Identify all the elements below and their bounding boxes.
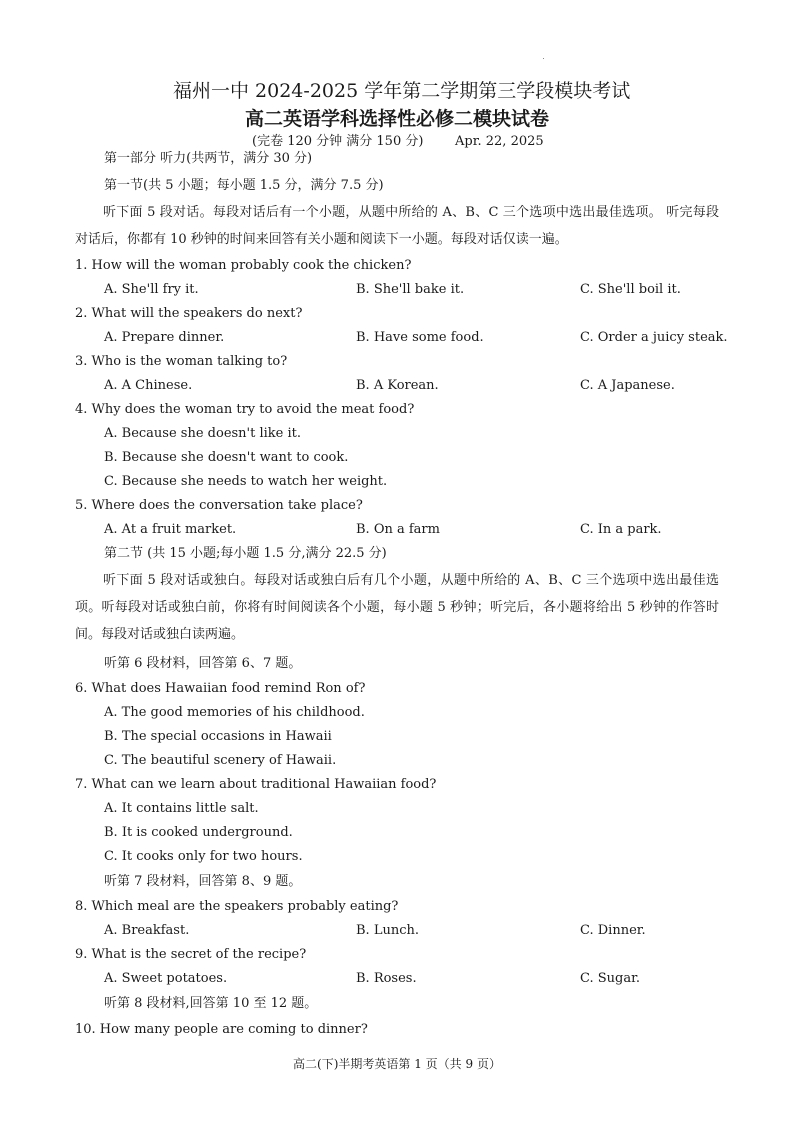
- option-b: B. Roses.: [356, 971, 417, 986]
- option-b: B. A Korean.: [356, 378, 439, 393]
- paper-subtitle: 高二英语学科选择性必修二模块试卷: [245, 108, 550, 130]
- exam-info: [252, 134, 544, 150]
- option-c: C. In a park.: [580, 522, 662, 537]
- option-c: C. A Japanese.: [580, 378, 675, 393]
- scan-speck: [543, 58, 544, 59]
- option-a: A. Sweet potatoes.: [104, 971, 228, 986]
- option-b: B. Have some food.: [356, 330, 484, 345]
- exam-title: 福州一中 2024-2025 学年第二学期第三学段模块考试: [173, 80, 631, 102]
- option-c: C. Order a juicy steak.: [580, 330, 728, 345]
- option-b: B. On a farm: [356, 522, 440, 537]
- option-c: C. Sugar.: [580, 971, 641, 986]
- option-b: B. She'll bake it.: [356, 282, 465, 297]
- option-c: C. Because she needs to watch her weight.: [104, 474, 388, 489]
- question-stem: 9. What is the secret of the recipe?: [75, 947, 307, 962]
- question-stem: 10. How many people are coming to dinner?: [75, 1022, 368, 1037]
- section1-instructions: 听下面 5 段对话。每段对话后有一个小题，从题中所给的 A、B、C 三个选项中选出最佳选项。 听完每段对话后，你都有 10 秒钟的时间来回答有关小题和阅读下一小题。每段对话仅读一遍。: [75, 205, 719, 247]
- question-stem: 4. Why does the woman try to avoid the meat food?: [75, 402, 415, 417]
- material-8-note: 听第 8 段材料,回答第 10 至 12 题。: [104, 996, 318, 1011]
- exam-date: Apr. 22, 2025: [455, 134, 544, 149]
- question-stem: 6. What does Hawaiian food remind Ron of?: [75, 681, 366, 696]
- question-stem: 2. What will the speakers do next?: [75, 306, 303, 321]
- question-stem: 8. Which meal are the speakers probably eating?: [75, 899, 399, 914]
- option-c: C. It cooks only for two hours.: [104, 849, 303, 864]
- option-c: C. The beautiful scenery of Hawaii.: [104, 753, 337, 768]
- option-a: A. Prepare dinner.: [104, 330, 225, 345]
- option-a: A. It contains little salt.: [104, 801, 259, 816]
- page-footer: 高二(下)半期考英语第 1 页（共 9 页）: [293, 1057, 501, 1071]
- option-a: A. A Chinese.: [104, 378, 193, 393]
- option-a: A. Because she doesn't like it.: [104, 426, 302, 441]
- option-c: C. She'll boil it.: [580, 282, 681, 297]
- option-b: B. It is cooked underground.: [104, 825, 293, 840]
- option-a: A. The good memories of his childhood.: [104, 705, 365, 720]
- part1-heading: 第一部分 听力(共两节，满分 30 分): [104, 151, 313, 166]
- option-b: B. The special occasions in Hawaii: [104, 729, 332, 744]
- section2-instructions: 听下面 5 段对话或独白。每段对话或独白后有几个小题，从题中所给的 A、B、C 三个选项中选出最佳选项。听每段对话或独白前，你将有时间阅读各个小题，每小题 5 秒钟；听完后，各小题将给出 5 秒钟的作答时间。每段对话或独白读两遍。: [75, 573, 719, 642]
- question-stem: 7. What can we learn about traditional Hawaiian food?: [75, 777, 437, 792]
- option-a: A. Breakfast.: [104, 923, 190, 938]
- option-b: B. Lunch.: [356, 923, 419, 938]
- option-a: A. At a fruit market.: [104, 522, 237, 537]
- question-stem: 3. Who is the woman talking to?: [75, 354, 288, 369]
- section1-heading: 第一节(共 5 小题；每小题 1.5 分，满分 7.5 分): [104, 178, 384, 193]
- question-stem: 1. How will the woman probably cook the chicken?: [75, 258, 412, 273]
- exam-duration-score: (完卷 120 分钟 满分 150 分): [252, 134, 424, 149]
- section2-heading: 第二节 (共 15 小题;每小题 1.5 分,满分 22.5 分): [104, 546, 387, 561]
- option-b: B. Because she doesn't want to cook.: [104, 450, 349, 465]
- option-c: C. Dinner.: [580, 923, 646, 938]
- option-a: A. She'll fry it.: [104, 282, 199, 297]
- material-7-note: 听第 7 段材料，回答第 8、9 题。: [104, 874, 302, 889]
- question-stem: 5. Where does the conversation take place?: [75, 498, 363, 513]
- material-6-note: 听第 6 段材料，回答第 6、7 题。: [104, 656, 302, 671]
